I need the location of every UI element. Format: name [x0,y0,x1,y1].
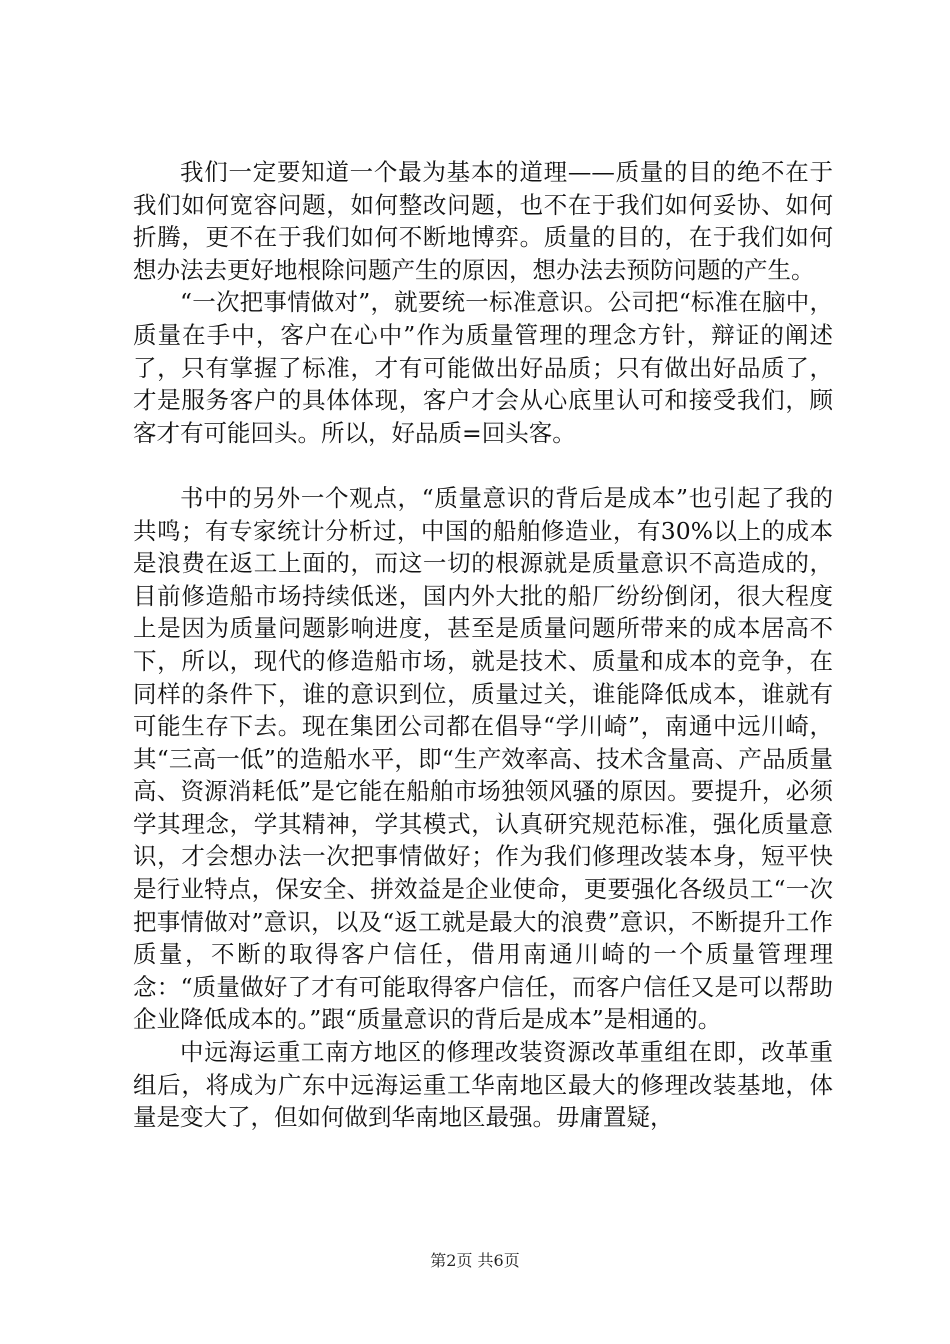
paragraph-quality-purpose: 我们一定要知道一个最为基本的道理——质量的目的绝不在于我们如何宽容问题，如何整改问题，也不在于我们如何妥协、如何折腾，更不在于我们如何不断地博弈。质量的目的，在于我们如何想办法去更好地根除问题产生的原因，想办法去预防问题的产生。 [133,158,833,284]
paragraph-standard-awareness: “一次把事情做对”，就要统一标准意识。公司把“标准在脑中，质量在手中，客户在心中”作为质量管理的理念方针，辩证的阐述了，只有掌握了标准，才有可能做出好品质；只有做出好品质了，才是服务客户的具体体现，客户才会从心底里认可和接受我们，顾客才有可能回头。所以，好品质=回头客。 [133,288,833,447]
paragraph-restructuring: 中远海运重工南方地区的修理改装资源改革重组在即，改革重组后，将成为广东中远海运重工华南地区最大的修理改装基地，体量是变大了，但如何做到华南地区最强。毋庸置疑， [133,1038,833,1132]
paragraph-quality-cost: 书中的另外一个观点，“质量意识的背后是成本”也引起了我的共鸣；有专家统计分析过，中国的船舶修造业，有30%以上的成本是浪费在返工上面的，而这一切的根源就是质量意识不高造成的，目前修造船市场持续低迷，国内外大批的船厂纷纷倒闭，很大程度上是因为质量问题影响进度，甚至是质量问题所带来的成本居高不下，所以，现代的修造船市场，就是技术、质量和成本的竞争，在同样的条件下，谁的意识到位，质量过关，谁能降低成本，谁就有可能生存下去。现在集团公司都在倡导“学川崎”，南通中远川崎，其“三高一低”的造船水平，即“生产效率高、技术含量高、产品质量高、资源消耗低”是它能在船舶市场独领风骚的原因。要提升，必须学其理念，学其精神，学其模式，认真研究规范标准，强化质量意识，才会想办法一次把事情做好；作为我们修理改装本身，短平快是行业特点，保安全、拼效益是企业使命，更要强化各级员工“一次把事情做对”意识，以及“返工就是最大的浪费”意识，不断提升工作质量，不断的取得客户信任，借用南通川崎的一个质量管理理念：“质量做好了才有可能取得客户信任，而客户信任又是可以帮助企业降低成本的。”跟“质量意识的背后是成本”是相通的。 [133,483,833,1034]
document-body [133,156,833,1134]
page-number-footer: 第2页 共6页 [430,1251,520,1270]
